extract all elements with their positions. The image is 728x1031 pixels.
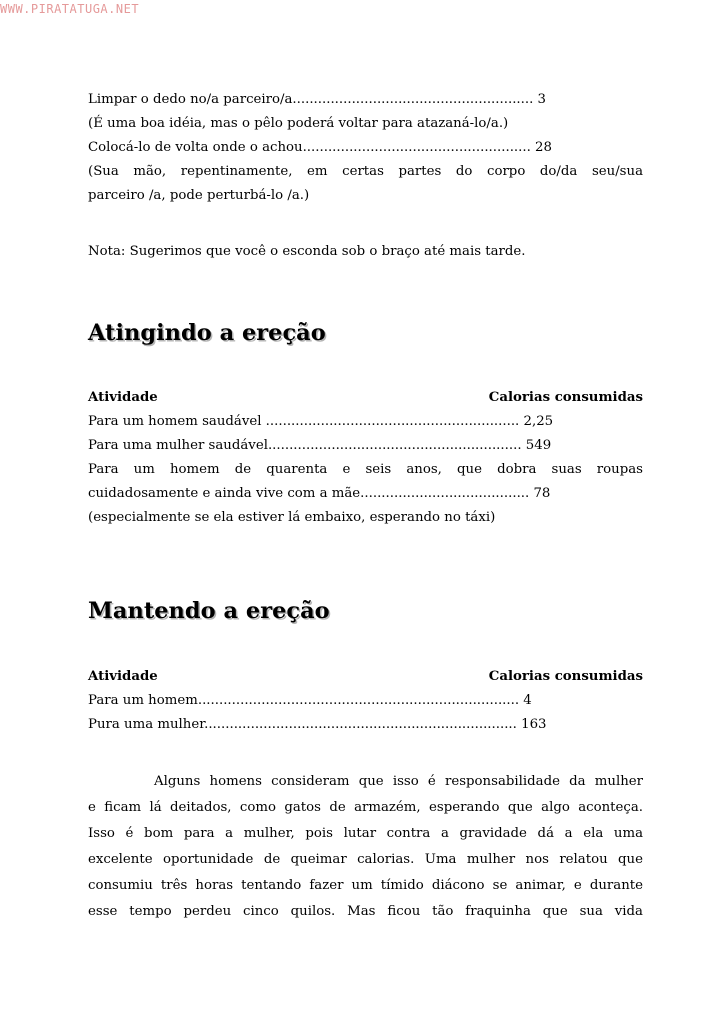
body-paragraph xyxy=(88,770,643,924)
section-maintaining xyxy=(88,596,643,626)
text-line: excelente oportunidade de queimar calorias. Uma mulher nos relatou que xyxy=(88,852,643,867)
table-row: Para um homem saudável ............................................................ 2,25 xyxy=(88,414,554,429)
table-row: Para um homem de quarenta e seis anos, que dobra suas roupas xyxy=(88,462,643,477)
table-row: Pura uma mulher.......................................................................... 163 xyxy=(88,717,547,732)
text-line: consumiu três horas tentando fazer um tímido diácono se animar, e durante xyxy=(88,878,643,893)
text-line: parceiro /a, pode perturbá-lo /a.) xyxy=(88,188,310,203)
text-line: Limpar o dedo no/a parceiro/a......................................................... 3 xyxy=(88,92,547,107)
table-header xyxy=(88,665,643,689)
section-title: Atingindo a ereção xyxy=(88,320,326,346)
section-achieving xyxy=(88,318,643,348)
column-header-calories: Calorias consumidas xyxy=(488,669,643,684)
text-line: (É uma boa idéia, mas o pêlo poderá voltar para atazaná-lo/a.) xyxy=(88,116,509,131)
note-line: Nota: Sugerimos que você o esconda sob o braço até mais tarde. xyxy=(88,244,526,259)
table-row: Para um homem............................................................................ 4 xyxy=(88,693,532,708)
column-header-activity: Atividade xyxy=(88,669,158,684)
table-row: cuidadosamente e ainda vive com a mãe........................................ 78 xyxy=(88,486,551,501)
text-line: Alguns homens consideram que isso é responsabilidade da mulher xyxy=(154,774,643,789)
text-line: (Sua mão, repentinamente, em certas partes do corpo do/da seu/sua xyxy=(88,164,643,179)
text-line: e ficam lá deitados, como gatos de armazém, esperando que algo aconteça. xyxy=(88,800,643,815)
text-line: esse tempo perdeu cinco quilos. Mas ficou tão fraquinha que sua vida xyxy=(88,904,643,919)
text-line: Colocá-lo de volta onde o achou...................................................... 28 xyxy=(88,140,552,155)
section-removal xyxy=(88,88,643,208)
section-title: Mantendo a ereção xyxy=(88,598,330,624)
watermark: WWW.PIRATATUGA.NET xyxy=(0,2,140,16)
table-row: Para uma mulher saudável............................................................ 549 xyxy=(88,438,552,453)
column-header-activity: Atividade xyxy=(88,390,158,405)
table-row: (especialmente se ela estiver lá embaixo, esperando no táxi) xyxy=(88,510,496,525)
table-header xyxy=(88,386,643,410)
column-header-calories: Calorias consumidas xyxy=(488,390,643,405)
text-line: Isso é bom para a mulher, pois lutar contra a gravidade dá a ela uma xyxy=(88,826,643,841)
